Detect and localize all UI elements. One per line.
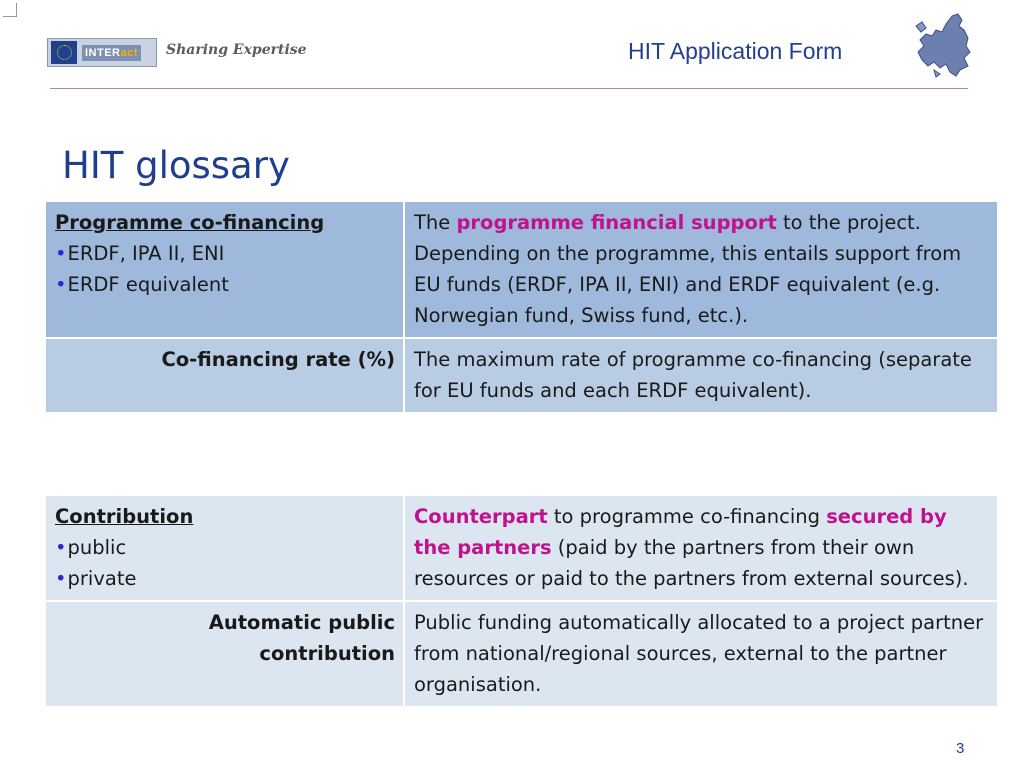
term-title-line: contribution: [259, 642, 395, 665]
definition-text: to the project. Depending on the programme, this entails support from EU funds (ERDF, IPA II, ENI) and ERDF equivalent (e.g. Norwegian fund, Swiss fund, etc.).: [414, 211, 962, 327]
definition-text: (paid by the partners from their own resources or paid to the partners from external sources).: [414, 536, 969, 590]
header-title: HIT Application Form: [628, 38, 843, 64]
logo-tagline: Sharing Expertise: [166, 42, 307, 58]
term-bullets: [55, 238, 395, 300]
glossary-table-financing: [44, 200, 999, 414]
list-item: • private: [55, 563, 395, 594]
term-cell: [45, 338, 404, 413]
page-title: HIT glossary: [62, 144, 290, 187]
table-row: [45, 338, 998, 413]
term-cell: [45, 601, 404, 707]
header-divider: [50, 88, 968, 89]
logo-wordmark: INTERact: [82, 45, 141, 61]
term-title: Contribution: [55, 505, 194, 528]
list-item: • public: [55, 532, 395, 563]
highlight-text: secured by the partners: [414, 505, 947, 559]
term-bullets: [55, 532, 395, 594]
definition-cell: [404, 338, 998, 413]
definition-text: The maximum rate of programme co-financing (separate for EU funds and each ERDF equivalent).: [414, 348, 972, 402]
term-title: Co-financing rate (%): [161, 348, 395, 371]
highlight-text: programme financial support: [456, 211, 777, 234]
list-item: • ERDF equivalent: [55, 269, 395, 300]
definition-text: The: [414, 211, 457, 234]
eu-flag-icon: [51, 41, 77, 64]
interact-logo: [47, 38, 157, 67]
table-row: [45, 495, 998, 601]
highlight-text: Counterpart: [414, 505, 548, 528]
list-item: • ERDF, IPA II, ENI: [55, 238, 395, 269]
table-row: [45, 201, 998, 338]
table-row: [45, 601, 998, 707]
term-cell: [45, 201, 404, 338]
definition-text: to programme co-financing: [547, 505, 827, 528]
glossary-table-contribution: [44, 494, 999, 708]
definition-text: Public funding automatically allocated to a project partner from national/regional sources, external to the partner organisation.: [414, 611, 984, 696]
term-title-line: Automatic public: [208, 611, 395, 634]
definition-cell: [404, 201, 998, 338]
term-title: Programme co-financing: [55, 211, 325, 234]
eu-map-icon: [912, 12, 974, 78]
definition-cell: [404, 495, 998, 601]
page-number: 3: [956, 740, 965, 757]
definition-cell: [404, 601, 998, 707]
slide-corner-mark: [3, 3, 17, 17]
term-cell: [45, 495, 404, 601]
